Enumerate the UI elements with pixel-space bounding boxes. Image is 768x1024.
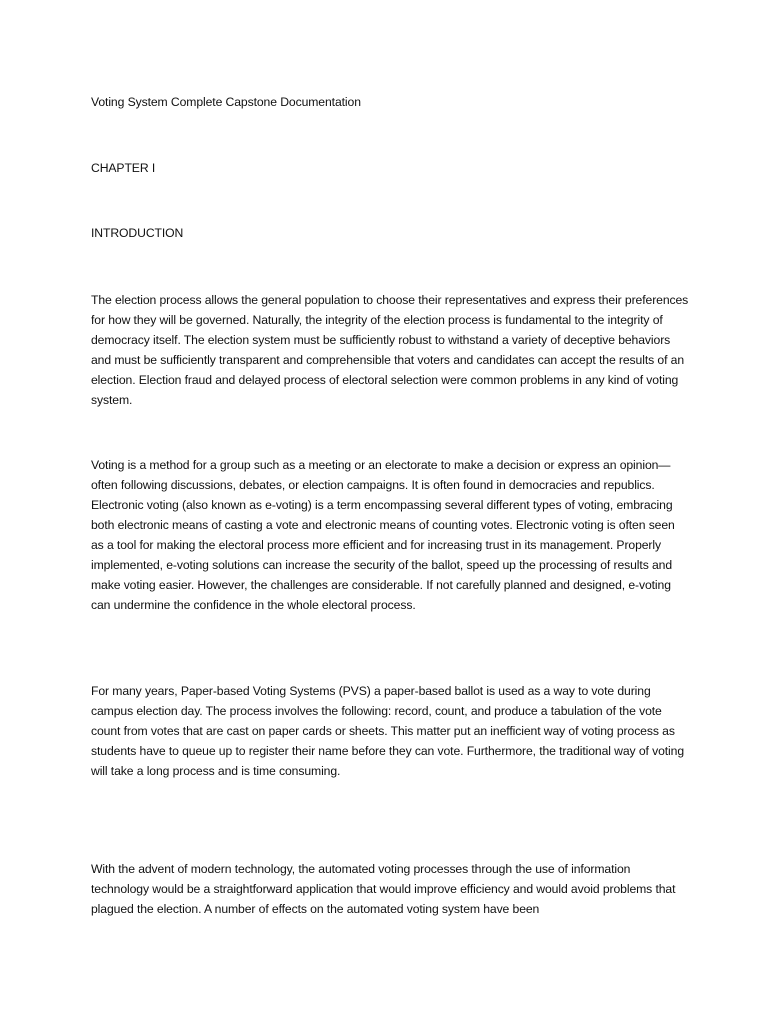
paragraph: Voting is a method for a group such as a meeting or an electorate to make a decision or express an opinion—often following discussions, debates, or election campaigns. It is often found in democracies and republics. Electronic voting (also known as e-voting) is a term encompassing several different types of voting, embracing both electronic means of casting a vote and electronic means of counting votes. Electronic voting is often seen as a tool for making the electoral process more efficient and for increasing trust in its management. Properly implemented, e-voting solutions can increase the security of the ballot, speed up the processing of results and make voting easier. However, the challenges are considerable. If not carefully planned and designed, e-voting can undermine the confidence in the whole electoral process. — [91, 458, 675, 612]
section-heading: INTRODUCTION — [91, 226, 184, 240]
paragraph: For many years, Paper-based Voting Systems (PVS) a paper-based ballot is used as a way to vote during campus election day. The process involves the following: record, count, and produce a tabulation of the vote count from votes that are cast on paper cards or sheets. This matter put an inefficient way of voting process as students have to queue up to register their name before they can vote. Furthermore, the traditional way of voting will take a long process and is time consuming. — [91, 684, 685, 778]
document-title: Voting System Complete Capstone Documentation — [91, 95, 361, 109]
chapter-heading: CHAPTER I — [91, 161, 156, 175]
paragraph: With the advent of modern technology, the automated voting processes through the use of information technology would be a straightforward application that would improve efficiency and would avoid problems that plagued the election. A number of effects on the automated voting system have been — [91, 862, 676, 916]
paragraph: The election process allows the general population to choose their representatives and express their preferences for how they will be governed. Naturally, the integrity of the election process is fundamental to the integrity of democracy itself. The election system must be sufficiently robust to withstand a variety of deceptive behaviors and must be sufficiently transparent and comprehensible that voters and candidates can accept the results of an election. Election fraud and delayed process of electoral selection were common problems in any kind of voting system. — [91, 293, 689, 407]
